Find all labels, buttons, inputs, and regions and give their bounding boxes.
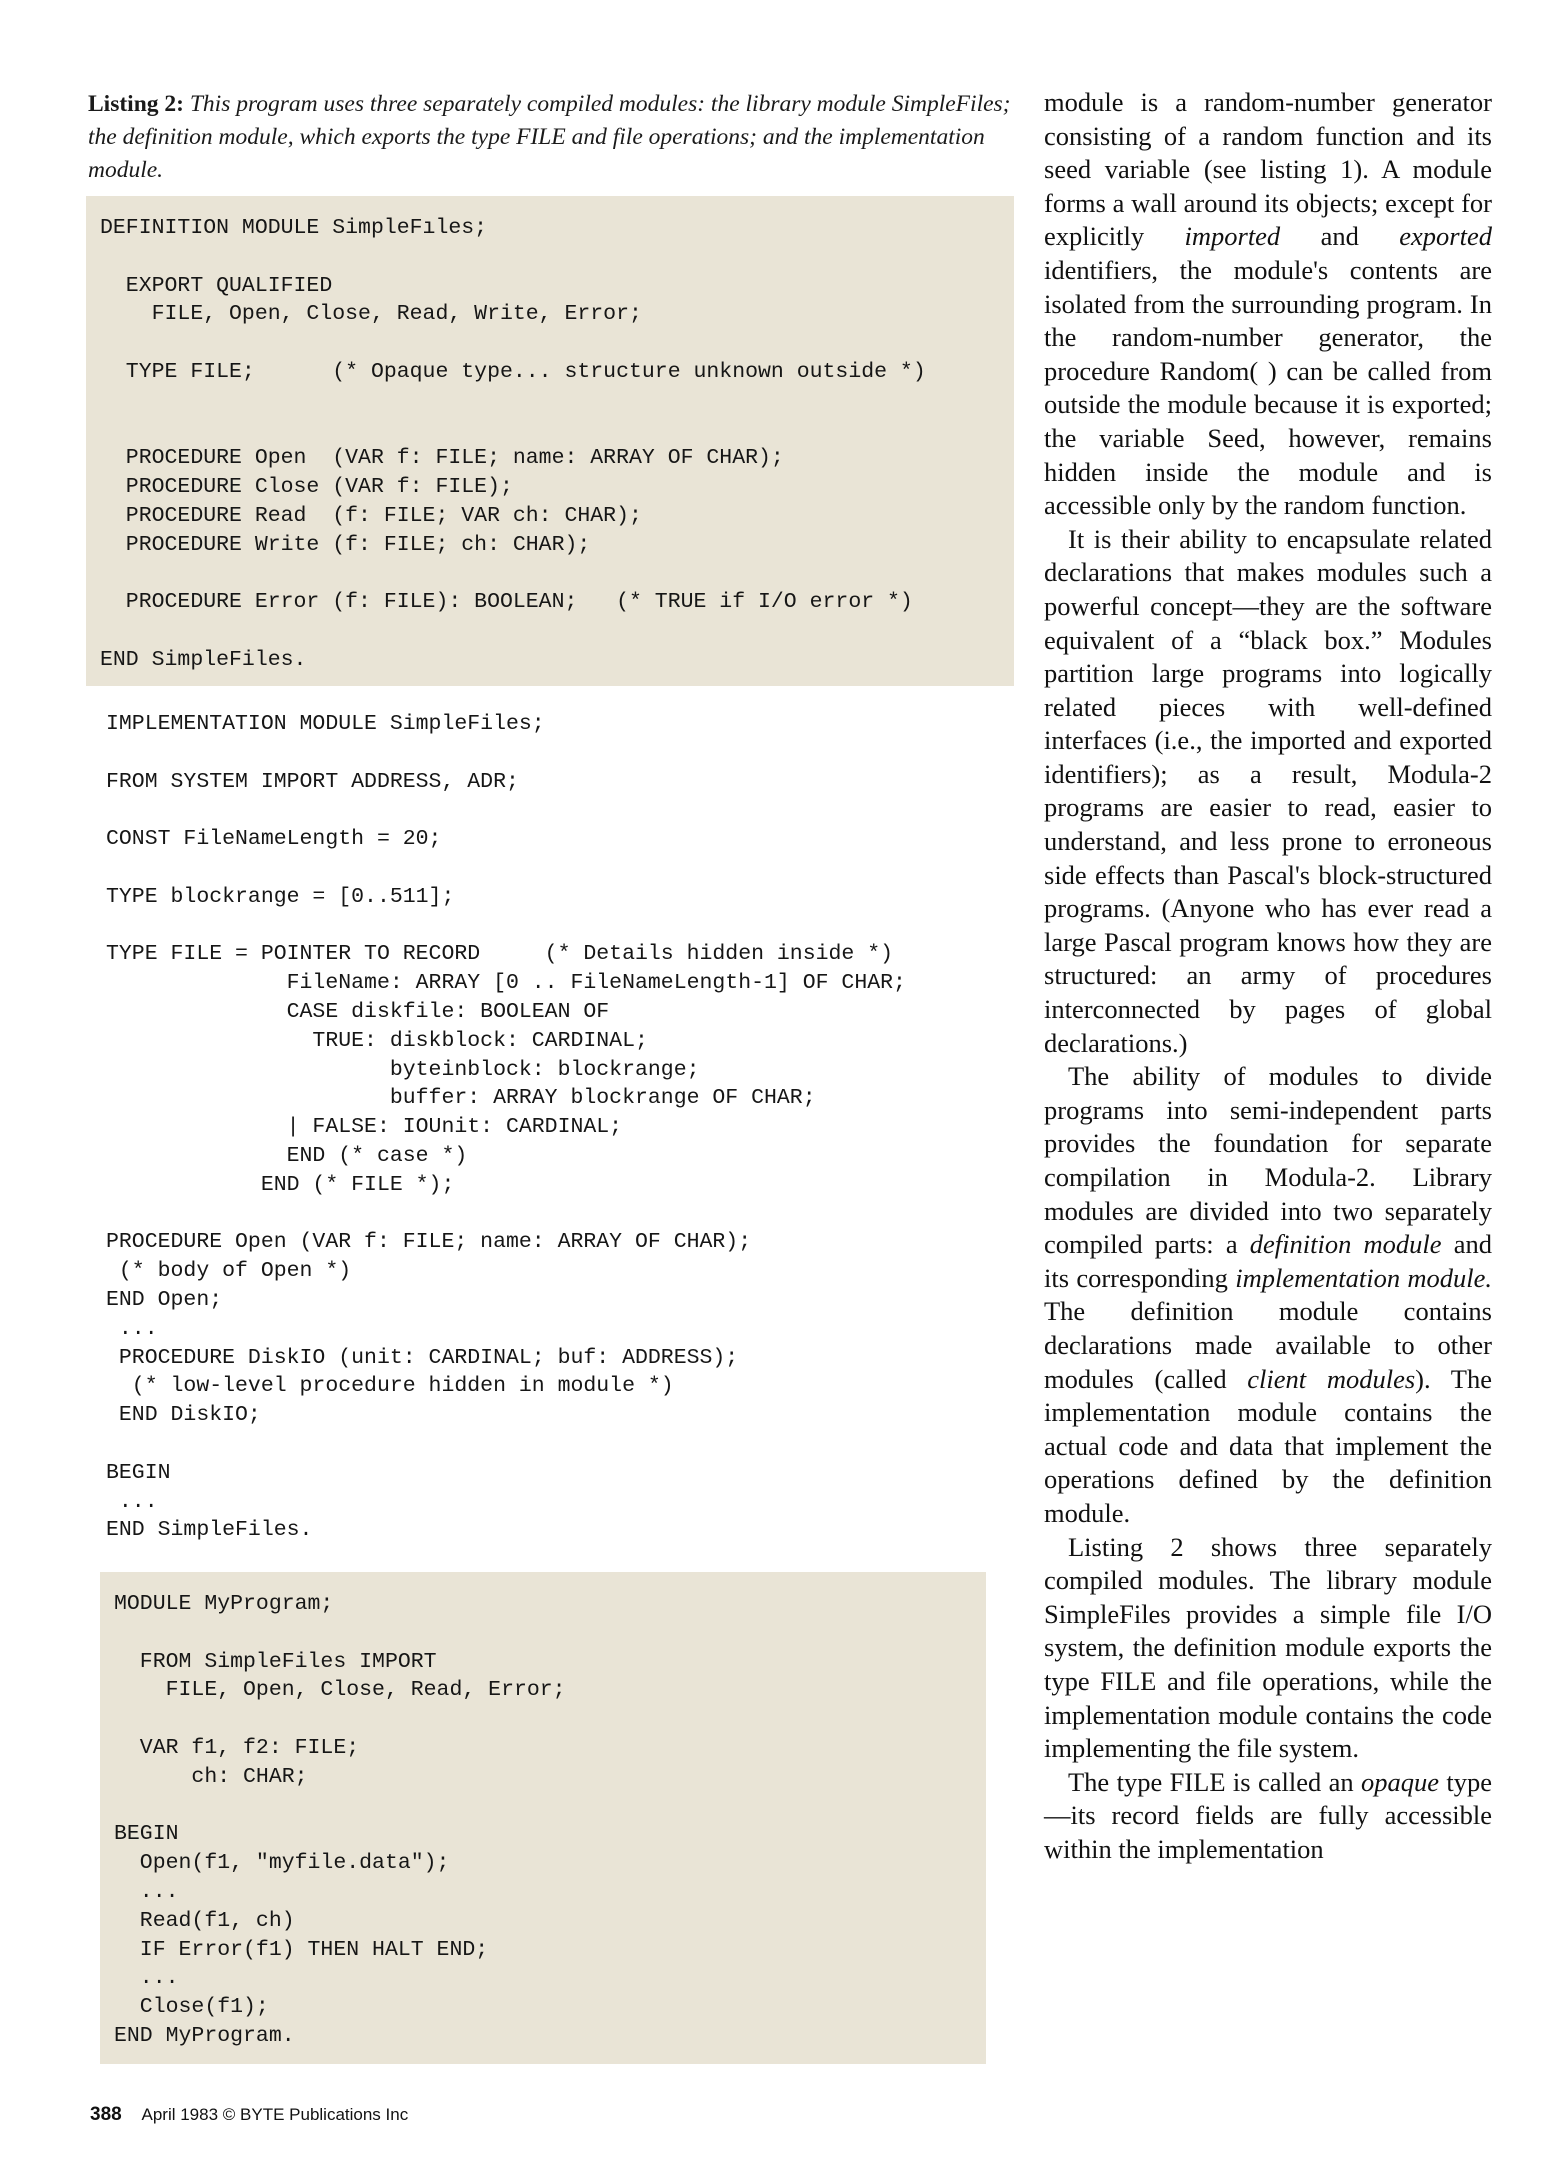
definition-module-listing (86, 196, 1014, 686)
page-number: 388 (90, 2104, 122, 2125)
p5-text-b: type—its record fields are fully accessible within the implementation (1044, 1766, 1493, 1864)
p3-em-implementation-module: implementation module. (1235, 1262, 1493, 1293)
p1-text-a: module is a random-number generator consisting of a random function and its seed variable (see listing 1). A module forms a wall around its objects; except for explicitly (1044, 87, 1492, 252)
implementation-module-code: IMPLEMENTATION MODULE SimpleFiles; FROM SYSTEM IMPORT ADDRESS, ADR; CONST FileNameLength = 20; TYPE blockrange = [0..511]; TYPE FILE = POINTER TO RECORD (* Details hidden inside *) FileName: ARRAY [0 .. FileNameLength-1] OF CHAR; CASE diskfile: BOOLEAN OF TRUE: diskblock: CARDINAL; byteinblock: blockrange; buffer: ARRAY blockrange OF CHAR; | FALSE: IOUnit: CARDINAL; END (* case *) END (* FILE *); PROCEDURE Open (VAR f: FILE; name: ARRAY OF CHAR); (* body of Open *) END Open; ... PROCEDURE DiskIO (unit: CARDINAL; buf: ADDRESS); (* low-level procedure hidden in module *) END DiskIO; BEGIN ... END SimpleFiles. (106, 712, 906, 1543)
p1-em-imported: imported (1184, 221, 1281, 252)
publication-credit: April 1983 © BYTE Publications Inc (141, 2105, 409, 2124)
p5-text-a: The type FILE is called an (1068, 1766, 1361, 1797)
paragraph-3 (1044, 1060, 1492, 1530)
p3-text-d: ). The implementation module contains the actual code and data that implement the operations defined by the definition module. (1044, 1363, 1492, 1528)
implementation-module-listing (86, 700, 1014, 1570)
listing-label: Listing 2: (88, 91, 184, 117)
p3-text-c: The definition module contains declarations made available to other modules (called (1044, 1296, 1492, 1394)
p3-em-client-modules: client modules (1247, 1363, 1416, 1394)
p5-em-opaque: opaque (1360, 1766, 1439, 1797)
paragraph-1 (1044, 86, 1492, 523)
paragraph-5 (1044, 1766, 1492, 1867)
p1-text-b: and (1280, 221, 1400, 252)
article-body-column (1044, 86, 1492, 1866)
p3-text-b: and its corresponding (1044, 1229, 1493, 1293)
p1-em-exported: exported (1399, 221, 1492, 252)
p3-em-definition-module: definition module (1249, 1229, 1442, 1260)
p1-text-c: identifiers, the module's contents are isolated from the surrounding program. In the random-number generator, the procedure Random( ) can be called from outside the module because it is exported; the variable Seed, however, remains hidden inside the module and is accessible only by the random function. (1044, 254, 1492, 521)
client-module-code: MODULE MyProgram; FROM SimpleFiles IMPORT FILE, Open, Close, Read, Error; VAR f1, f2: FILE; ch: CHAR; BEGIN Open(f1, "myfile.data"); ... Read(f1, ch) IF Error(f1) THEN HALT END; ... Close(f1); END MyProgram. (114, 1592, 566, 2048)
listing-caption-text: This program uses three separately compiled modules: the library module SimpleFiles; the definition module, which exports the type FILE and file operations; and the implementation module. (88, 91, 1011, 183)
paragraph-2: It is their ability to encapsulate related declarations that makes modules such a powerful concept—they are the software equivalent of a “black box.” Modules partition large programs into logically related pieces with well-defined interfaces (i.e., the imported and exported identifiers); as a result, Modula-2 programs are easier to read, easier to understand, and less prone to erroneous side effects than Pascal's block-structured programs. (Anyone who has ever read a large Pascal program knows how they are structured: an army of procedures interconnected by pages of global declarations.) (1044, 523, 1492, 1058)
listing-caption (88, 88, 1018, 187)
p3-text-a: The ability of modules to divide programs into semi-independent parts provides the foundation for separate compilation in Modula-2. Library modules are divided into two separately compiled parts: a (1044, 1061, 1492, 1260)
page-footer (90, 2104, 408, 2126)
paragraph-4: Listing 2 shows three separately compiled modules. The library module SimpleFiles provides a simple file I/O system, the definition module exports the type FILE and file operations, while the implementation module contains the code implementing the file system. (1044, 1531, 1492, 1764)
client-module-listing (100, 1572, 986, 2064)
definition-module-code: DEFINITION MODULE SimpleFıles; EXPORT QUALIFIED FILE, Open, Close, Read, Write, Error; TYPE FILE; (* Opaque type... structure unknown outside *) PROCEDURE Open (VAR f: FILE; name: ARRAY OF CHAR); PROCEDURE Close (VAR f: FILE); PROCEDURE Read (f: FILE; VAR ch: CHAR); PROCEDURE Write (f: FILE; ch: CHAR); PROCEDURE Error (f: FILE): BOOLEAN; (* TRUE if I/O error *) END SimpleFiles. (100, 216, 926, 672)
